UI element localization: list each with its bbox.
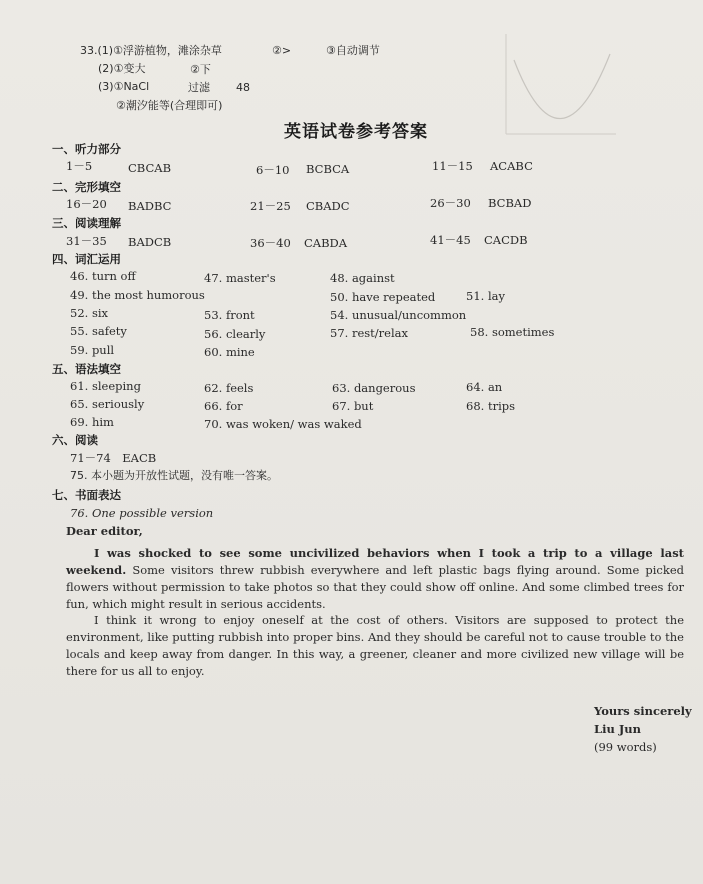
letter-salutation: Dear editor, [66, 524, 143, 538]
grammar-answer: 64. an [466, 380, 503, 394]
section-heading-reading-2: 六、阅读 [52, 433, 98, 447]
vocab-answer: 47. master's [204, 271, 276, 285]
answer-value: BADBC [128, 199, 172, 213]
answer-value: ACABC [490, 159, 533, 173]
page-title: 英语试卷参考答案 [284, 122, 428, 142]
bleed-through-curve [500, 30, 620, 140]
letter-opening-sentence: I was shocked to see some uncivilized behaviors when I took a trip to a village last weekend. [66, 546, 684, 577]
answer-value: CBCAB [128, 161, 172, 175]
chem-q33-3b: 过滤 [188, 81, 210, 94]
writing-version-label: 76. One possible version [70, 506, 214, 520]
chem-q33-2b: ②下 [190, 63, 211, 76]
vocab-answer: 53. front [204, 308, 255, 322]
grammar-answer: 61. sleeping [70, 379, 141, 393]
vocab-answer: 60. mine [204, 345, 255, 359]
answer-num: 41－45 [430, 233, 471, 247]
vocab-answer: 56. clearly [204, 327, 266, 341]
grammar-answer: 63. dangerous [332, 381, 416, 395]
vocab-answer: 51. lay [466, 289, 505, 303]
chem-q33-3d: ②潮汐能等(合理即可) [116, 99, 223, 112]
letter-word-count: (99 words) [594, 740, 657, 754]
grammar-answer: 66. for [204, 399, 243, 413]
answer-num: 36－40 [250, 236, 291, 250]
chem-q33-1: 33.(1)①浮游植物，滩涂杂草 [80, 44, 222, 57]
answer-num: 31－35 [66, 234, 107, 248]
vocab-answer: 57. rest/relax [330, 326, 408, 340]
section-heading-writing: 七、书面表达 [52, 488, 121, 502]
section-heading-grammar: 五、语法填空 [52, 362, 121, 376]
answer-num: 26－30 [430, 196, 471, 210]
answer-value: CABDA [304, 236, 348, 250]
grammar-answer: 68. trips [466, 399, 516, 413]
vocab-answer: 46. turn off [70, 269, 136, 283]
letter-paragraph-2: I think it wrong to enjoy oneself at the cost of others. Visitors are supposed to protect the environment, like putting rubbish into proper bins. And they should be careful not to cause trouble to the locals and keep away from danger. In this way, a greener, cleaner and more civilized new village will be there for us all to enjoy. [66, 613, 684, 678]
answer-num: 1－5 [66, 159, 93, 173]
answer-value: CACDB [484, 233, 528, 247]
section-heading-cloze: 二、完形填空 [52, 180, 121, 194]
reading-answer-71-74: 71－74 EACB [70, 451, 157, 465]
section-heading-reading: 三、阅读理解 [52, 216, 121, 230]
chem-q33-3c: 48 [236, 81, 250, 94]
answer-value: BADCB [128, 235, 172, 249]
answer-value: CBADC [306, 199, 350, 213]
answer-num: 11－15 [432, 159, 473, 173]
answer-value: BCBAD [488, 196, 532, 210]
chem-q33-2: (2)①变大 [98, 62, 146, 75]
vocab-answer: 58. sometimes [470, 325, 555, 339]
vocab-answer: 48. against [330, 271, 395, 285]
grammar-answer: 65. seriously [70, 397, 145, 411]
vocab-answer: 49. the most humorous [70, 288, 205, 302]
answer-num: 16－20 [66, 197, 107, 211]
section-heading-listening: 一、听力部分 [52, 142, 121, 156]
grammar-answer: 62. feels [204, 381, 254, 395]
vocab-answer: 59. pull [70, 343, 115, 357]
vocab-answer: 50. have repeated [330, 290, 436, 304]
answer-num: 6－10 [256, 163, 290, 177]
section-heading-vocabulary: 四、词汇运用 [52, 252, 121, 266]
letter-paragraph-1 [66, 545, 684, 613]
grammar-answer: 70. was woken/ was waked [204, 417, 362, 431]
letter-signature-name: Liu Jun [594, 722, 641, 736]
chem-q33-1c: ③自动调节 [326, 44, 380, 57]
grammar-answer: 69. him [70, 415, 114, 429]
grammar-answer: 67. but [332, 399, 374, 413]
reading-answer-75: 75. 本小题为开放性试题，没有唯一答案。 [70, 469, 278, 482]
answer-num: 21－25 [250, 199, 291, 213]
letter-paragraph-1-rest: Some visitors threw rubbish everywhere and left plastic bags flying around. Some picked flowers without permission to take photos so that they could show off online. And some climbed trees for fun, which might result in serious accidents. [66, 563, 684, 611]
chem-q33-3: (3)①NaCl [98, 80, 150, 93]
chem-q33-1b: ②> [272, 44, 292, 57]
vocab-answer: 55. safety [70, 324, 127, 338]
answer-value: BCBCA [306, 162, 350, 176]
vocab-answer: 52. six [70, 306, 109, 320]
letter-closing: Yours sincerely [594, 704, 692, 718]
vocab-answer: 54. unusual/uncommon [330, 308, 467, 322]
